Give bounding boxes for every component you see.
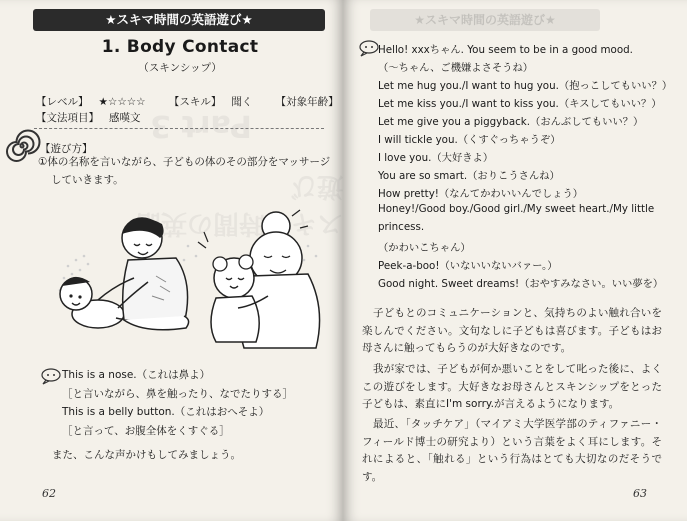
example-line: ［と言って、お腹全体をくすぐる］: [62, 424, 230, 437]
phrase-line: Honey!/Good boy./Good girl./My sweet heart./My little: [378, 203, 655, 215]
phrase-line: （かわいこちゃん）: [378, 242, 471, 254]
divider: [34, 128, 324, 129]
page-number-right: 63: [633, 487, 647, 500]
method-step-1: ①体の名称を言いながら、子どもの体のその部分をマッサージ していきます。: [38, 156, 331, 186]
left-page: [0, 0, 343, 521]
phrase-line: Let me kiss you./I want to kiss you.（キスしてもいい？）: [378, 98, 662, 110]
phrase-line: Peek-a-boo!（いないいないバァー。）: [378, 260, 558, 272]
grammar-label: 【文法項目】 感嘆文: [36, 112, 141, 124]
phrase-line: Let me give you a piggyback.（おんぶしてもいい？）: [378, 116, 644, 128]
speech-bubble-icon: [40, 368, 62, 384]
phrase-line: Hello! xxxちゃん. You seem to be in a good mood.: [378, 44, 633, 56]
phrase-line: princess.: [378, 221, 425, 233]
speech-bubble-icon: [358, 40, 380, 56]
method-heading: 【遊び方】: [40, 143, 93, 155]
phrase-line: How pretty!（なんてかわいいんでしょう）: [378, 188, 584, 200]
swirl-icon: [8, 132, 36, 160]
example-line: This is a nose.（これは鼻よ）: [62, 369, 211, 381]
phrase-line: You are so smart.（おりこうさんね）: [378, 170, 560, 182]
phrase-line: I love you.（大好きよ）: [378, 152, 494, 164]
age-label: 【対象年齢】: [275, 96, 339, 108]
section-header: ★スキマ時間の英語遊び★: [33, 9, 325, 31]
level-stars: ★☆☆☆☆: [98, 96, 146, 108]
page-subtitle: （スキンシップ）: [138, 62, 222, 74]
example-line: ［と言いながら、鼻を触ったり、なでたりする］: [62, 387, 293, 400]
page-title: 1. Body Contact: [101, 37, 259, 57]
phrase-line: Let me hug you./I want to hug you.（抱っこしてもいい？）: [378, 80, 673, 92]
page-number-left: 62: [42, 487, 56, 500]
paragraph: 子どもとのコミュニケーションと、気持ちのよい触れ合いを楽しんでください。文句なしに子どもは喜びます。子どもはお母さんに触ってもらうのが大好きなのです。: [362, 307, 662, 354]
info-row-2: [36, 110, 161, 125]
paragraph: 最近、「タッチケア」（マイアミ大学医学部のティファニー・フィールド博士の研究より）という言葉をよく耳にします。それによると、「触れる」という行為はとても大切なのだそうです。: [362, 418, 662, 483]
example-line: This is a belly button.（これはおへそよ）: [62, 406, 270, 418]
example-list: [62, 366, 293, 440]
phrase-line: （〜ちゃん、ご機嫌よさそうね）: [378, 62, 534, 74]
mother-child-illustration: [38, 186, 328, 361]
bleed-through-text: スキマ時間の英語遊び: [134, 171, 343, 238]
paragraph: 我が家では、子どもが何か悪いことをして叱った後に、よくこの遊びをします。大好きなお母さんとスキンシップをとった子どもは、素直にI'm sorry.が言えるようになります。: [362, 363, 662, 410]
skill-label: 【スキル】 聞く: [168, 96, 253, 108]
level-label: 【レベル】 ★☆☆☆☆: [36, 96, 146, 108]
closing-text: また、こんな声かけもしてみましょう。: [52, 449, 241, 461]
bleed-through-text: Part 3: [150, 108, 252, 143]
bleed-through-header: ★スキマ時間の英語遊び★: [370, 9, 600, 31]
phrase-line: I will tickle you.（くすぐっちゃうぞ）: [378, 134, 561, 146]
phrase-line: Good night. Sweet dreams!（おやすみなさい。いい夢を）: [378, 278, 664, 290]
